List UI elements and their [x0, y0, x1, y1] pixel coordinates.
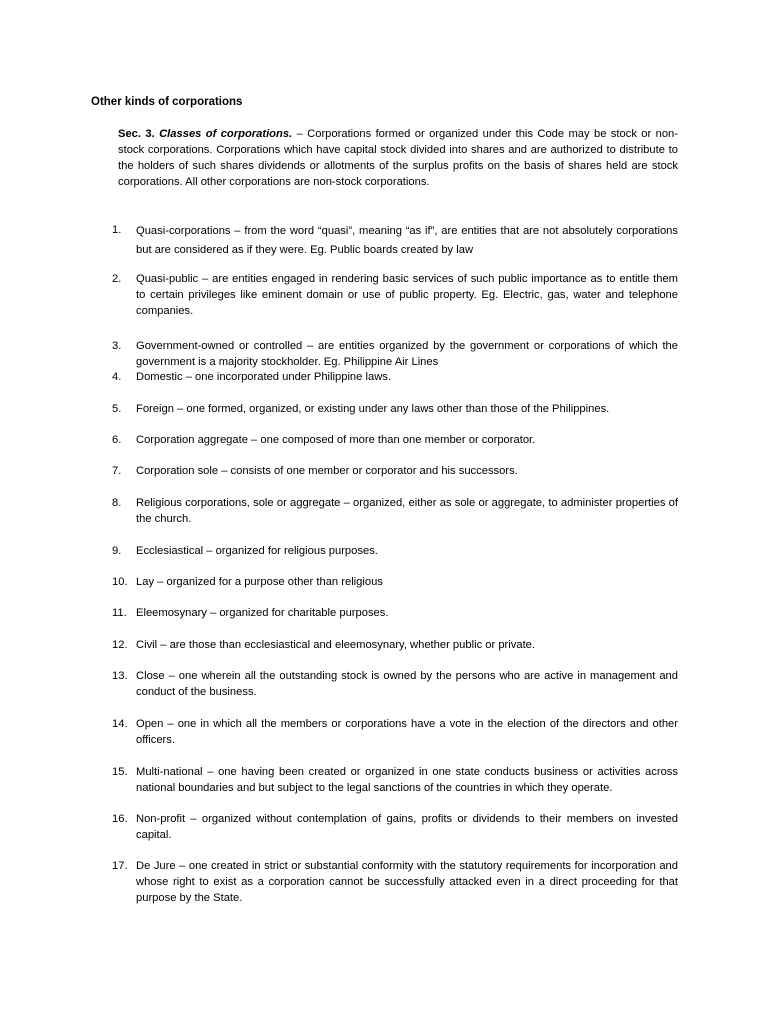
- list-item-number: 12.: [112, 639, 128, 651]
- list-item-number: 7.: [112, 465, 122, 477]
- list-item: [112, 668, 678, 700]
- list-item: [112, 543, 678, 559]
- list-item: [112, 811, 678, 843]
- page-heading: Other kinds of corporations: [91, 96, 243, 108]
- list-item-text: Corporation sole – consists of one member or corporator and his successors.: [136, 465, 518, 477]
- list-item-number: 6.: [112, 434, 122, 446]
- list-item-number: 15.: [112, 766, 128, 778]
- list-item-number: 13.: [112, 670, 128, 682]
- list-item-text: Lay – organized for a purpose other than religious: [136, 576, 383, 588]
- section-title: Classes of corporations.: [159, 128, 293, 140]
- list-item: [112, 432, 678, 448]
- list-item: [112, 574, 678, 590]
- section-label: Sec. 3.: [118, 128, 155, 140]
- list-item: [112, 764, 678, 796]
- list-item: [112, 495, 678, 527]
- list-item: [112, 858, 678, 906]
- list-item-text: Civil – are those than ecclesiastical and eleemosynary, whether public or private.: [136, 639, 536, 651]
- list-item-text: Religious corporations, sole or aggregate – organized, either as sole or aggregate, to administer properties of the church.: [136, 497, 678, 525]
- section-paragraph: [118, 126, 678, 190]
- list-item-number: 8.: [112, 497, 122, 509]
- list-item: [112, 605, 678, 621]
- list-item-number: 9.: [112, 545, 122, 557]
- list-item-number: 14.: [112, 718, 128, 730]
- list-item-number: 2.: [112, 273, 122, 285]
- list-item-text: Government-owned or controlled – are entities organized by the government or corporations of which the government is a majority stockholder. Eg. Philippine Air Lines: [136, 340, 678, 368]
- list-item-text: Multi-national – one having been created or organized in one state conducts business or activities across national boundaries and but subject to the legal sanctions of the countries in which they operate.: [136, 766, 678, 794]
- list-item-text: Foreign – one formed, organized, or existing under any laws other than those of the Philippines.: [136, 403, 610, 415]
- list-item-text: Close – one wherein all the outstanding stock is owned by the persons who are active in management and conduct of the business.: [136, 670, 678, 698]
- list-item-text: Quasi-public – are entities engaged in rendering basic services of such public importance as to entitle them to certain privileges like eminent domain or use of public property. Eg. Electric, gas, water and telephone companies.: [136, 273, 678, 317]
- list-item: [112, 463, 678, 479]
- list-item-number: 3.: [112, 340, 122, 352]
- section-text: – Corporations formed or organized under this Code may be stock or non-stock corporations. Corporations which have capital stock divided into shares and are authorized to distribute to the holders of such shares dividends or allotments of the surplus profits on the basis of shares held are stock corporations. All other corporations are non-stock corporations.: [118, 128, 678, 188]
- list-item-text: Non-profit – organized without contemplation of gains, profits or dividends to their members on invested capital.: [136, 813, 678, 841]
- list-item-text: Eleemosynary – organized for charitable purposes.: [136, 607, 389, 619]
- list-item-number: 16.: [112, 813, 128, 825]
- list-item: [112, 338, 678, 370]
- list-item: [112, 637, 678, 653]
- list-item: [112, 401, 678, 417]
- list-item-number: 11.: [112, 607, 127, 619]
- list-item: [112, 716, 678, 748]
- list-item-text: Open – one in which all the members or corporations have a vote in the election of the directors and other officers.: [136, 718, 678, 746]
- list-item-text: De Jure – one created in strict or substantial conformity with the statutory requirements for incorporation and whose right to exist as a corporation cannot be successfully attacked even in a direct proceeding for that purpose by the State.: [136, 860, 678, 904]
- list-item-number: 17.: [112, 860, 128, 872]
- list-item-number: 5.: [112, 403, 122, 415]
- list-item-number: 10.: [112, 576, 128, 588]
- list-item-number: 4.: [112, 371, 122, 383]
- list-item-text: Quasi-corporations – from the word “quasi”, meaning “as if”, are entities that are not absolutely corporations but are considered as if they were. Eg. Public boards created by law: [136, 225, 678, 256]
- list-item-number: 1.: [112, 224, 122, 236]
- list-item-text: Ecclesiastical – organized for religious purposes.: [136, 545, 378, 557]
- list-item: [112, 369, 678, 385]
- list-item: [112, 222, 678, 260]
- list-item: [112, 271, 678, 319]
- list-item-text: Corporation aggregate – one composed of more than one member or corporator.: [136, 434, 536, 446]
- list-item-text: Domestic – one incorporated under Philippine laws.: [136, 371, 391, 383]
